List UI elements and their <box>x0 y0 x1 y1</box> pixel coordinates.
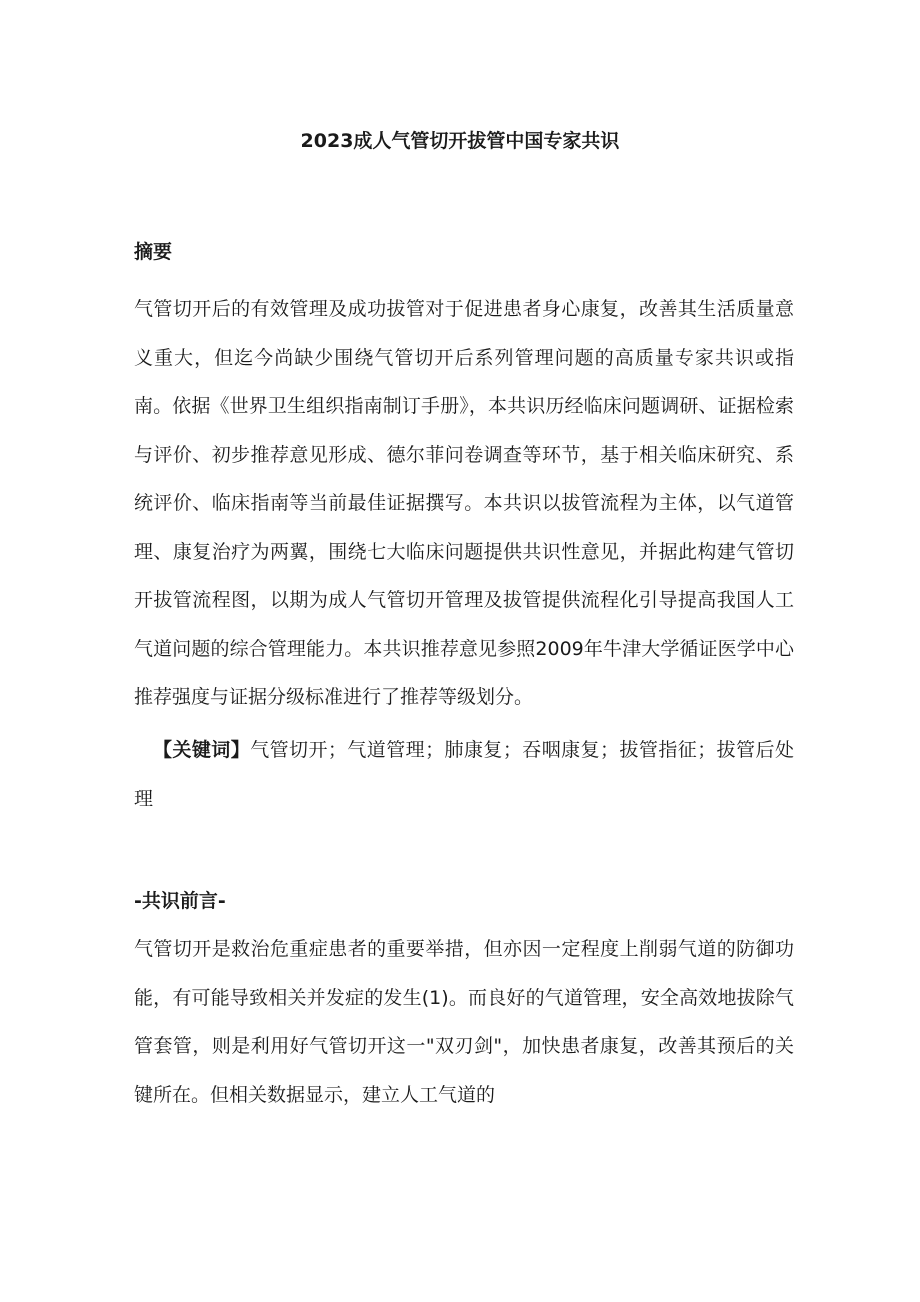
document-title: 2023成人气管切开拔管中国专家共识 <box>300 130 620 152</box>
abstract-heading: 摘要 <box>134 241 173 263</box>
keywords-label: 【关键词】 <box>153 739 251 761</box>
preface-paragraph: 气管切开是救治危重症患者的重要举措，但亦因一定程度上削弱气道的防御功能，有可能导致相关并发症的发生(1)。而良好的气道管理，安全高效地拔除气管套管，则是利用好气管切开这一"双刃剑"，加快患者康复，改善其预后的关键所在。但相关数据显示，建立人工气道的 <box>134 938 794 1106</box>
keywords-paragraph <box>134 726 794 823</box>
preface-heading: -共识前言- <box>134 890 226 912</box>
keywords-text: 气管切开；气道管理；肺康复；吞咽康复；拔管指征；拔管后处理 <box>134 739 794 810</box>
abstract-paragraph: 气管切开后的有效管理及成功拔管对于促进患者身心康复，改善其生活质量意义重大，但迄今尚缺少围绕气管切开后系列管理问题的高质量专家共识或指南。依据《世界卫生组织指南制订手册》，本共识历经临床问题调研、证据检索与评价、初步推荐意见形成、德尔菲问卷调查等环节，基于相关临床研究、系统评价、临床指南等当前最佳证据撰写。本共识以拔管流程为主体，以气道管理、康复治疗为两翼，围绕七大临床问题提供共识性意见，并据此构建气管切开拔管流程图，以期为成人气管切开管理及拔管提供流程化引导提高我国人工气道问题的综合管理能力。本共识推荐意见参照2009年牛津大学循证医学中心推荐强度与证据分级标准进行了推荐等级划分。 <box>134 298 794 708</box>
